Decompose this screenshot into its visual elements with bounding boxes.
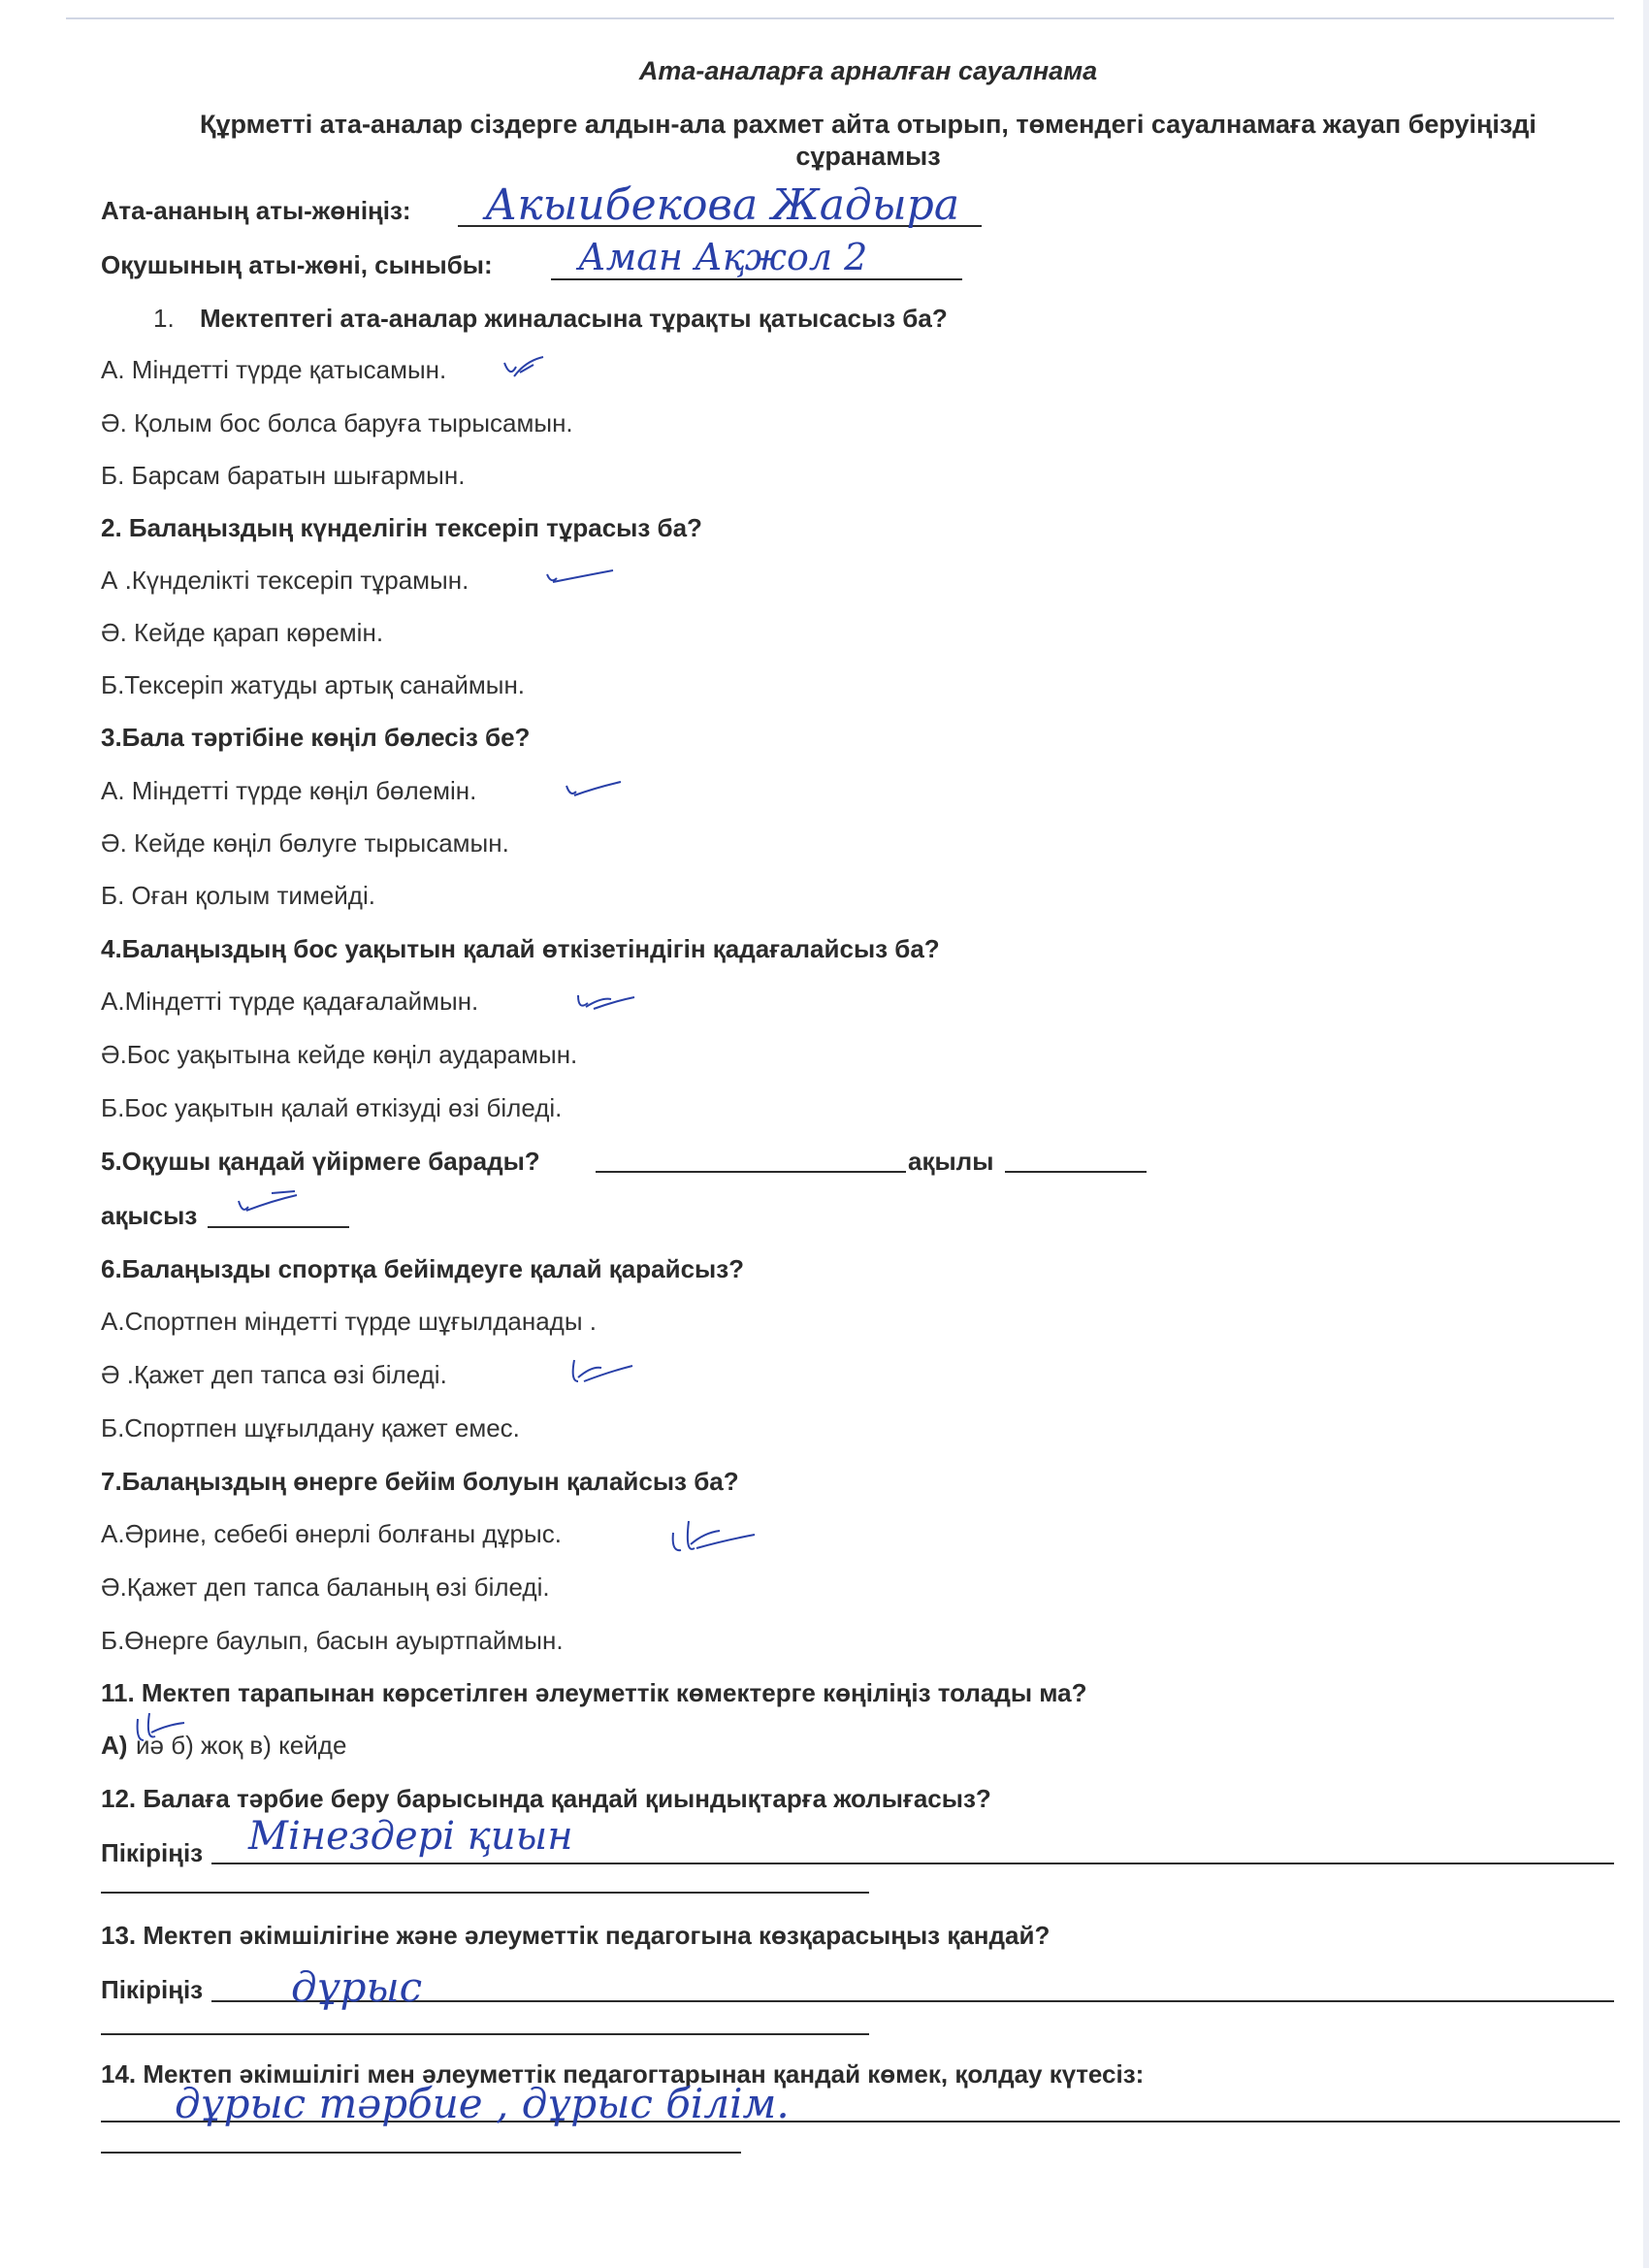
q2-question: 2. Балаңыздың күнделігін тексеріп тұрасыз ба? [101, 513, 702, 542]
q12-answer-line-2 [101, 1892, 869, 1894]
q11-checkmark-icon [130, 1711, 188, 1746]
q1-option-ae: Ә. Қолым бос болса баруға тырысамын. [101, 408, 573, 437]
q3-checkmark-icon [563, 778, 625, 801]
q11-answer-prefix: А) [101, 1731, 128, 1760]
q1-option-a: А. Міндетті түрде қатысамын. [101, 355, 447, 384]
q11-question: 11. Мектеп тарапынан көрсетілген әлеуметтік көмектерге көңіліңіз толады ма? [101, 1678, 1087, 1707]
q4-option-a: А.Міндетті түрде қадағалаймын. [101, 987, 479, 1016]
q7-question: 7.Балаңыздың өнерге бейім болуын қалайсыз ба? [101, 1467, 739, 1496]
q12-handwriting: Мінездері қиын [248, 1814, 573, 1859]
q14-answer-line-2 [101, 2152, 741, 2154]
q7-option-b: Б.Өнерге баулып, басын ауыртпаймын. [101, 1626, 564, 1655]
q5-free-line [208, 1226, 349, 1228]
scan-edge [1643, 0, 1649, 2268]
q5-free-label: ақысыз [101, 1201, 198, 1230]
q3-question: 3.Бала тәртібіне көңіл бөлесіз бе? [101, 723, 531, 752]
q13-opinion-label: Пікіріңіз [101, 1975, 204, 2004]
q4-question: 4.Балаңыздың бос уақытын қалай өткізетіндігін қадағалайсыз ба? [101, 934, 940, 963]
q5-free-checkmark-icon [233, 1189, 301, 1218]
parent-name-label: Ата-ананың аты-жөніңіз: [101, 196, 411, 225]
intro-line-2: сұранамыз [795, 142, 941, 171]
q2-option-ae: Ә. Кейде қарап көремін. [101, 618, 384, 647]
q6-question: 6.Балаңызды спортқа бейімдеуге қалай қарайсыз? [101, 1254, 745, 1283]
parent-name-handwriting: Акыибекова Жадыра [485, 180, 960, 230]
q14-question: 14. Мектеп әкімшілігі мен әлеуметтік педагогтарынан қандай көмек, қолдау күтесіз: [101, 2059, 1145, 2089]
q13-handwriting: дұрыс [291, 1963, 423, 2011]
q4-option-b: Б.Бос уақытын қалай өткізуді өзі біледі. [101, 1093, 563, 1122]
student-name-handwriting: Аман Ақжол 2 [578, 236, 868, 278]
q5-club-line [596, 1171, 906, 1173]
page-title: Ата-аналарға арналған сауалнама [638, 56, 1098, 85]
q7-checkmark-icon [665, 1519, 759, 1558]
intro-line-1: Құрметті ата-аналар сіздерге алдын-ала рахмет айта отырып, төмендегі сауалнамаға жауап беруіңізді [200, 110, 1536, 139]
student-name-line [551, 278, 962, 280]
q3-option-a: А. Міндетті түрде көңіл бөлемін. [101, 776, 477, 805]
q2-option-a: А .Күнделікті тексеріп тұрамын. [101, 566, 469, 595]
q5-paid-line [1005, 1171, 1147, 1173]
q5-question: 5.Оқушы қандай үйірмеге барады? [101, 1147, 540, 1176]
q13-answer-line-2 [101, 2033, 869, 2035]
q4-option-ae: Ә.Бос уақытына кейде көңіл аударамын. [101, 1040, 578, 1069]
q12-opinion-label: Пікіріңіз [101, 1838, 204, 1867]
q5-paid-label: ақылы [908, 1147, 994, 1176]
q6-option-a: А.Спортпен міндетті түрде шұғылданады . [101, 1307, 597, 1336]
q1-number: 1. [153, 304, 175, 333]
q13-question: 13. Мектеп әкімшілігіне және әлеуметтік педагогына көзқарасыңыз қандай? [101, 1921, 1051, 1950]
q7-option-a: А.Әрине, себебі өнерлі болғаны дұрыс. [101, 1519, 562, 1548]
q11-answer-options: иә б) жоқ в) кейде [136, 1731, 347, 1760]
q1-option-b: Б. Барсам баратын шығармын. [101, 461, 466, 490]
q1-question: Мектептегі ата-аналар жиналасына тұрақты қатысасыз ба? [200, 304, 948, 333]
q2-checkmark-icon [543, 567, 617, 590]
q6-option-ae: Ә .Қажет деп тапса өзі біледі. [101, 1360, 447, 1389]
q14-handwriting: дұрыс тәрбие , дұрыс білім. [175, 2080, 790, 2127]
q6-option-b: Б.Спортпен шұғылдану қажет емес. [101, 1413, 520, 1442]
q2-option-b: Б.Тексеріп жатуды артық санаймын. [101, 670, 526, 699]
q3-option-ae: Ә. Кейде көңіл бөлуге тырысамын. [101, 828, 509, 858]
q3-option-b: Б. Оған қолым тимейді. [101, 881, 375, 910]
q1-checkmark-icon [501, 353, 547, 380]
q4-checkmark-icon [572, 989, 640, 1015]
q12-answer-line-1 [211, 1863, 1614, 1864]
top-divider [66, 17, 1614, 19]
q7-option-ae: Ә.Қажет деп тапса баланың өзі біледі. [101, 1572, 550, 1602]
student-name-label: Оқушының аты-жөні, сыныбы: [101, 250, 493, 279]
q6-checkmark-icon [566, 1356, 636, 1387]
q12-question: 12. Балаға тәрбие беру барысында қандай қиындықтарға жолығасыз? [101, 1784, 991, 1813]
